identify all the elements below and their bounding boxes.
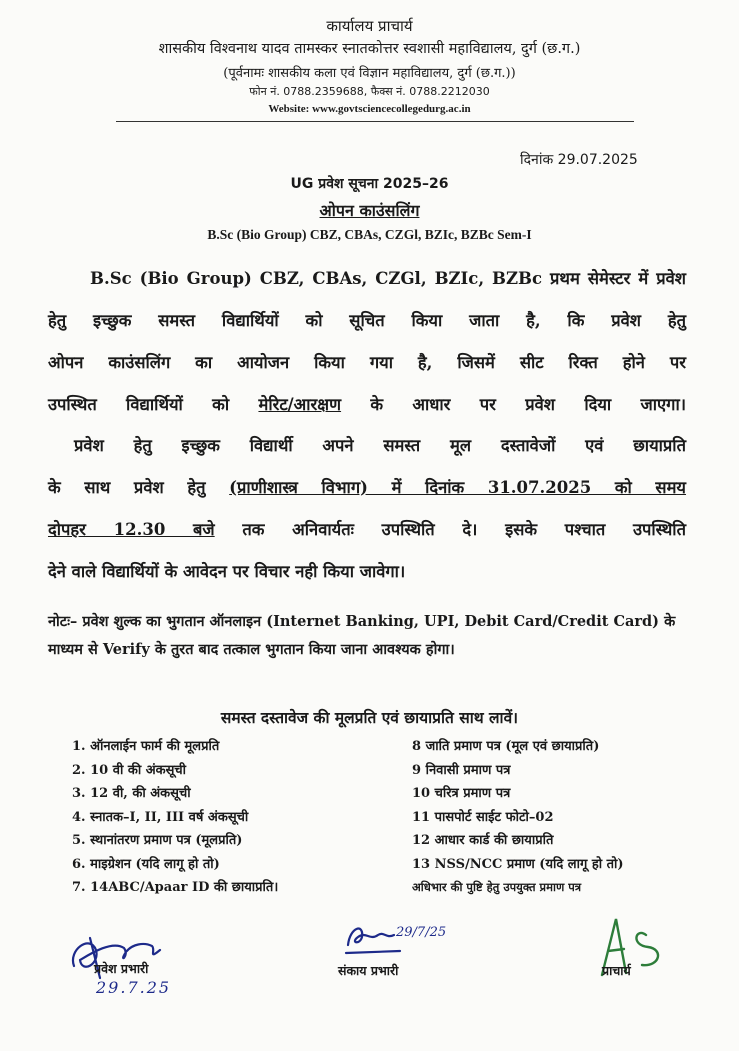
para2-line: देने वाले विद्यार्थियों के आवेदन पर विचार नही किया जावेगा। <box>48 562 406 581</box>
document-item: 3. 12 वी, की अंकसूची <box>72 786 191 801</box>
principal-title: प्राचार्य <box>602 963 631 978</box>
document-item: 10 चरित्र प्रमाण पत्र <box>412 786 511 801</box>
document-item: 6. माइग्रेशन (यदि लागू हो तो) <box>72 856 220 872</box>
document-item: 7. 14ABC/Apaar ID की छायाप्रति। <box>72 880 279 895</box>
paragraph-2 <box>48 425 686 593</box>
para2-line: दोपहर 12.30 बजे तक अनिवार्यतः उपस्थिति दे। इसके पश्चात उपस्थिति <box>48 520 686 539</box>
notice-date: दिनांक 29.07.2025 <box>520 152 638 168</box>
documents-list-left <box>72 735 392 900</box>
document-item: 11 पासपोर्ट साईट फोटो–02 <box>412 809 554 825</box>
document-item: 4. स्नातक–I, II, III वर्ष अंकसूची <box>72 809 249 825</box>
course-line: B.Sc (Bio Group) CBZ, CBAs, CZGl, BZIc, BZBc Sem-I <box>207 227 532 242</box>
document-item: 9 निवासी प्रमाण पत्र <box>412 762 511 778</box>
website: Website: www.govtsciencecollegedurg.ac.in <box>268 103 471 115</box>
document-item: 1. ऑनलाईन फार्म की मूलप्रति <box>72 739 220 754</box>
payment-note: नोटः– प्रवेश शुल्क का भुगतान ऑनलाइन (Internet Banking, UPI, Debit Card/Credit Card) के माध्यम से Verify के तुरत बाद तत्काल भुगतान किया जाना आवश्यक होगा। <box>48 613 676 658</box>
document-item: 8 जाति प्रमाण पत्र (मूल एवं छायाप्रति) <box>412 739 600 754</box>
former-name: (पूर्वनामः शासकीय कला एवं विज्ञान महाविद्यालय, दुर्ग (छ.ग.)) <box>223 66 516 81</box>
college-name: शासकीय विश्वनाथ यादव तामस्कर स्नातकोत्तर स्वशासी महाविद्यालय, दुर्ग (छ.ग.) <box>158 41 581 57</box>
contact-numbers: फोन नं. 0788.2359688, फैक्स नं. 0788.2212030 <box>249 85 490 98</box>
para2-line: के साथ प्रवेश हेतु (प्राणीशास्त्र विभाग) में दिनांक 31.07.2025 को समय <box>48 478 687 497</box>
faculty-incharge-title: संकाय प्रभारी <box>338 963 399 978</box>
para1-line: ओपन काउंसलिंग का आयोजन किया गया है, जिसमें सीट रिक्त होने पर <box>48 353 686 372</box>
office-heading: कार्यालय प्राचार्य <box>326 17 413 35</box>
document-item: 2. 10 वी की अंकसूची <box>72 762 187 778</box>
admission-incharge-date: 29.7.25 <box>96 978 172 997</box>
notice-title: UG प्रवेश सूचना 2025–26 <box>290 176 449 192</box>
documents-heading: समस्त दस्तावेज की मूलप्रति एवं छायाप्रति साथ लावें। <box>220 708 519 727</box>
para1-line: B.Sc (Bio Group) CBZ, CBAs, CZGl, BZIc, BZBc प्रथम सेमेस्टर में प्रवेश <box>90 269 686 288</box>
para2-line: प्रवेश हेतु इच्छुक विद्यार्थी अपने समस्त मूल दस्तावेजों एवं छायाप्रति <box>74 436 686 455</box>
document-item-note: अधिभार की पुष्टि हेतु उपयुक्त प्रमाण पत्र <box>412 880 582 894</box>
paragraph-1 <box>48 258 686 426</box>
admission-incharge-title: प्रवेश प्रभारी <box>94 961 149 976</box>
para1-line: हेतु इच्छुक समस्त विद्यार्थियों को सूचित किया जाता है, कि प्रवेश हेतु <box>48 311 686 330</box>
header-divider <box>116 121 634 122</box>
open-counselling-title: ओपन काउंसलिंग <box>319 201 420 220</box>
documents-list-right <box>412 735 712 900</box>
document-item: 13 NSS/NCC प्रमाण (यदि लागू हो तो) <box>412 856 624 872</box>
para1-line: उपस्थित विद्यार्थियों को मेरिट/आरक्षण के आधार पर प्रवेश दिया जाएगा। <box>48 395 686 414</box>
document-item: 5. स्थानांतरण प्रमाण पत्र (मूलप्रति) <box>72 833 243 848</box>
faculty-incharge-date: 29/7/25 <box>396 925 447 940</box>
document-item: 12 आधार कार्ड की छायाप्रति <box>412 833 554 848</box>
